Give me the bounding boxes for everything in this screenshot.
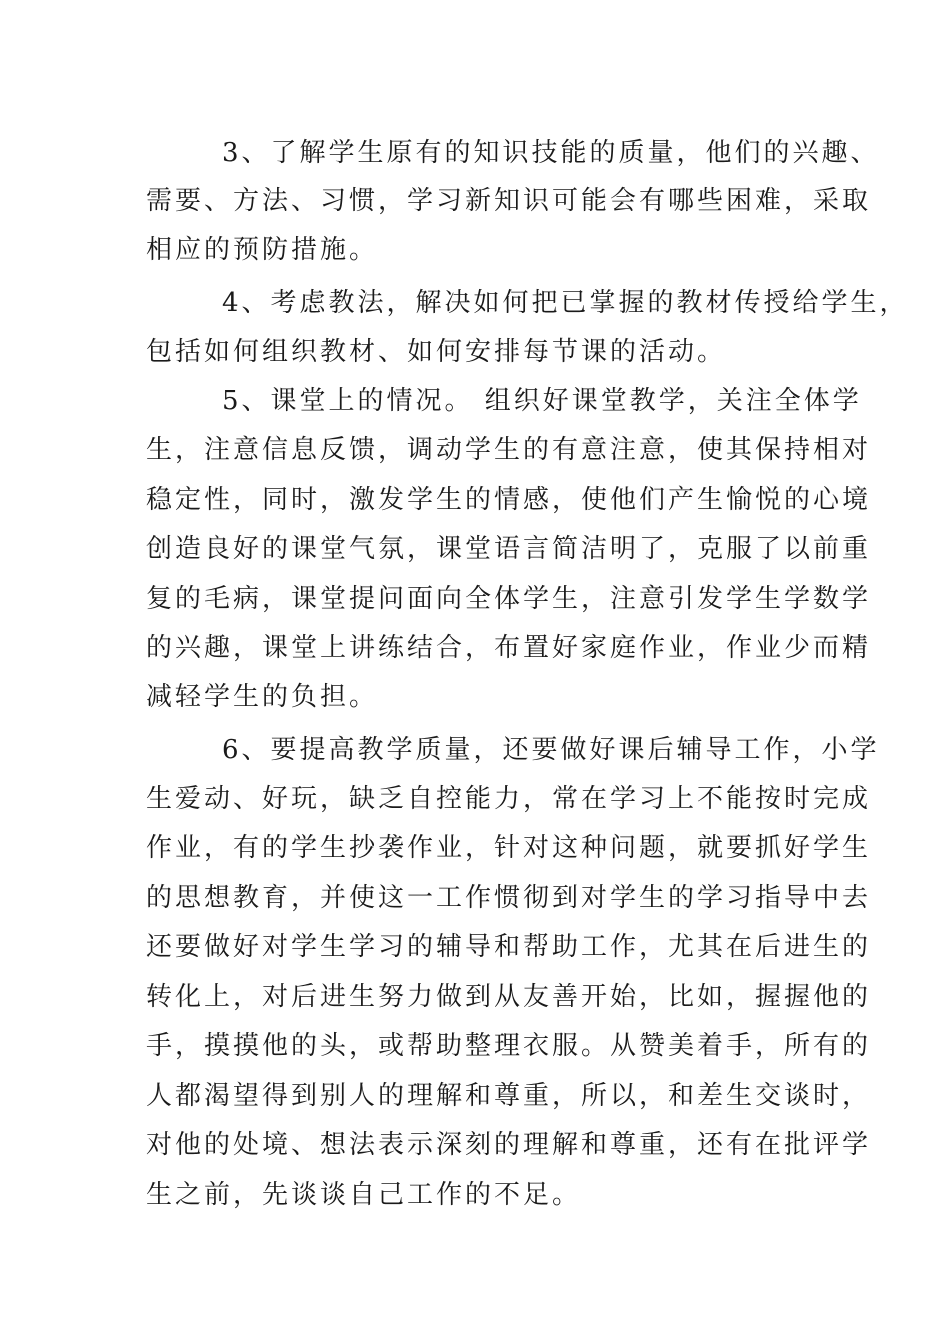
- text-line: 生，注意信息反馈，调动学生的有意注意，使其保持相对: [146, 435, 872, 465]
- text-line: 创造良好的课堂气氛，课堂语言简洁明了，克服了以前重: [146, 534, 872, 564]
- text-line: 作业，有的学生抄袭作业，针对这种问题，就要抓好学生: [146, 833, 872, 863]
- text-line: 稳定性，同时，激发学生的情感，使他们产生愉悦的心境: [146, 485, 872, 515]
- text-line: 3、了解学生原有的知识技能的质量，他们的兴趣、: [222, 138, 880, 168]
- text-line: 还要做好对学生学习的辅导和帮助工作，尤其在后进生的: [146, 932, 872, 962]
- text-line: 复的毛病，课堂提问面向全体学生，注意引发学生学数学: [146, 584, 872, 614]
- text-line: 生爱动、好玩，缺乏自控能力，常在学习上不能按时完成: [146, 784, 872, 814]
- text-line: 手，摸摸他的头，或帮助整理衣服。从赞美着手，所有的: [146, 1031, 872, 1061]
- text-line: 生之前，先谈谈自己工作的不足。: [146, 1180, 582, 1210]
- text-line: 需要、方法、习惯，学习新知识可能会有哪些困难，采取: [146, 186, 872, 216]
- text-line: 6、要提高教学质量，还要做好课后辅导工作，小学: [222, 735, 880, 765]
- text-line: 5、课堂上的情况。 组织好课堂教学，关注全体学: [222, 386, 862, 416]
- text-line: 减轻学生的负担。: [146, 682, 379, 712]
- text-line: 转化上，对后进生努力做到从友善开始，比如，握握他的: [146, 982, 872, 1012]
- text-line: 对他的处境、想法表示深刻的理解和尊重，还有在批评学: [146, 1130, 872, 1160]
- text-line: 的思想教育，并使这一工作惯彻到对学生的学习指导中去: [146, 883, 872, 913]
- text-line: 人都渴望得到别人的理解和尊重，所以，和差生交谈时，: [146, 1081, 872, 1111]
- text-line: 包括如何组织教材、如何安排每节课的活动。: [146, 337, 727, 367]
- text-line: 相应的预防措施。: [146, 235, 379, 265]
- text-line: 4、考虑教法，解决如何把已掌握的教材传授给学生，: [222, 288, 909, 318]
- text-line: 的兴趣，课堂上讲练结合，布置好家庭作业，作业少而精: [146, 633, 872, 663]
